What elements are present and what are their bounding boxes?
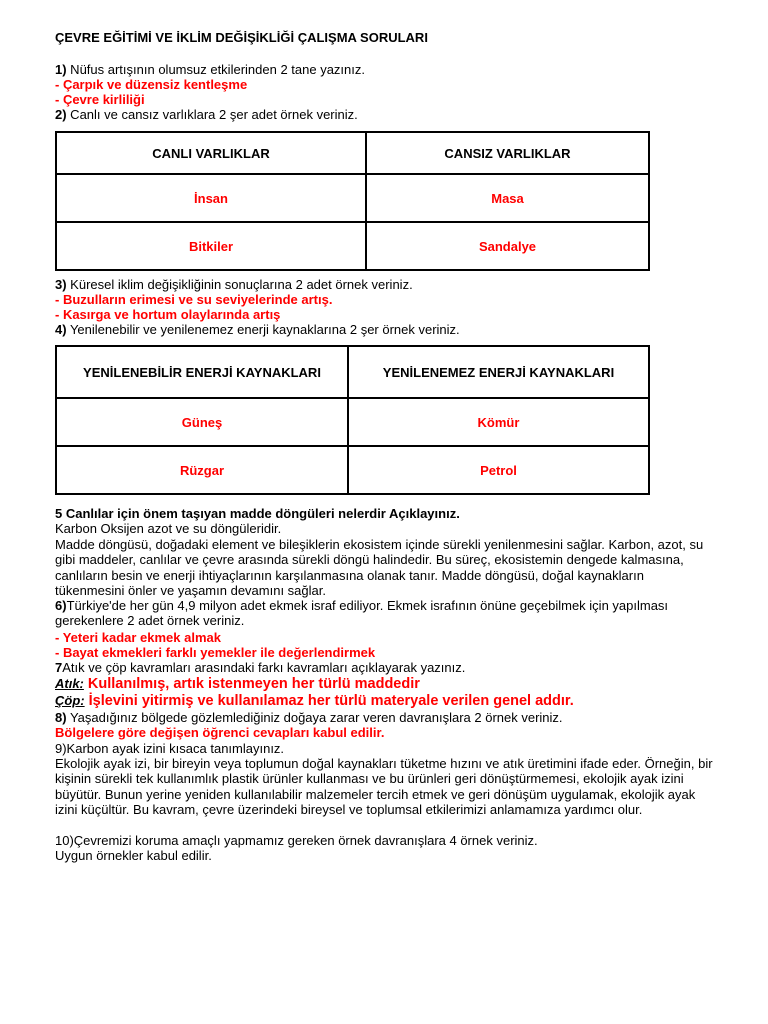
question-1 xyxy=(55,62,365,77)
table-cell: Bitkiler xyxy=(56,222,366,270)
table-header-renewable: YENİLENEBİLİR ENERJİ KAYNAKLARI xyxy=(56,346,348,398)
question-9: 9)Karbon ayak izini kısaca tanımlayınız. xyxy=(55,741,285,756)
table-cell: Petrol xyxy=(348,446,649,494)
question-5-answer-1: Karbon Oksijen azot ve su döngüleridir. xyxy=(55,521,282,536)
question-4 xyxy=(55,322,460,337)
question-7 xyxy=(55,660,465,675)
table-cell: Sandalye xyxy=(366,222,649,270)
question-5-answer-2: Madde döngüsü, doğadaki element ve bileşiklerin ekosistem içinde sürekli yenilenmesini sağlar. Karbon, azot, su gibi maddeler, canlılar ve çevre arasında sürekli döngü halindedir. Bu süreç, ekosistemin dengede kalmasına, canlıların besin ve enerji ihtiyaçlarının karşılanmasına olanak tanır. Madde döngüsü, doğal kaynakların tükenmesini önler ve yaşamın devamını sağlar. xyxy=(55,537,704,598)
question-7-atik xyxy=(55,676,420,692)
table-cell: Rüzgar xyxy=(56,446,348,494)
table-header-nonliving: CANSIZ VARLIKLAR xyxy=(366,132,649,174)
table-cell: Masa xyxy=(366,174,649,222)
cop-label: Çöp: xyxy=(55,693,85,708)
question-7-cop xyxy=(55,693,574,709)
question-6-answer-2: - Bayat ekmekleri farklı yemekler ile değerlendirmek xyxy=(55,645,376,660)
question-6-answer-1: - Yeteri kadar ekmek almak xyxy=(55,630,221,645)
atik-definition: Kullanılmış, artık istenmeyen her türlü maddedir xyxy=(83,676,420,692)
question-5: 5 Canlılar için önem taşıyan madde döngüleri nelerdir Açıklayınız. xyxy=(55,506,460,521)
question-6 xyxy=(55,598,715,629)
energy-sources-table xyxy=(55,345,650,495)
question-8 xyxy=(55,710,563,725)
question-4-text: Yenilenebilir ve yenilenemez enerji kaynaklarına 2 şer örnek veriniz. xyxy=(66,322,460,337)
question-10: 10)Çevremizi koruma amaçlı yapmamız gereken örnek davranışlara 4 örnek veriniz. xyxy=(55,833,538,848)
question-3-answer-1: - Buzulların erimesi ve su seviyelerinde artış. xyxy=(55,292,333,307)
question-10-answer: Uygun örnekler kabul edilir. xyxy=(55,848,212,863)
question-2 xyxy=(55,107,358,122)
page-title: ÇEVRE EĞİTİMİ VE İKLİM DEĞİŞİKLİĞİ ÇALIŞMA SORULARI xyxy=(55,30,428,45)
question-3-text: Küresel iklim değişikliğinin sonuçlarına 2 adet örnek veriniz. xyxy=(66,277,413,292)
question-2-text: Canlı ve cansız varlıklara 2 şer adet örnek veriniz. xyxy=(66,107,358,122)
question-7-text: Atık ve çöp kavramları arasındaki farkı kavramları açıklayarak yazınız. xyxy=(62,660,466,675)
question-8-answer: Bölgelere göre değişen öğrenci cevapları kabul edilir. xyxy=(55,725,385,740)
table-cell: Kömür xyxy=(348,398,649,446)
atik-label: Atık: xyxy=(55,676,84,691)
question-1-answer-1: - Çarpık ve düzensiz kentleşme xyxy=(55,77,248,92)
question-3-answer-2: - Kasırga ve hortum olaylarında artış xyxy=(55,307,281,322)
question-6-number: 6) xyxy=(55,598,67,613)
living-nonliving-table xyxy=(55,131,650,271)
question-9-answer: Ekolojik ayak izi, bir bireyin veya toplumun doğal kaynakları tüketme hızını ve atık üretimini ifade eder. Örneğin, bir kişinin sürekli tek kullanımlık plastik ürünler kullanması ve bu ürünleri geri dönüştürmemesi, ekolojik ayak izini büyütür. Bunun yerine yeniden kullanılabilir malzemeler tercih etmek ve geri dönüşüm uygulamak, ekolojik ayak izini küçültür. Bu kavram, çevre üzerindeki bireysel ve toplumsal etkilerimizi anlamamıza yardımcı olur. xyxy=(55,756,713,817)
table-header-living: CANLI VARLIKLAR xyxy=(56,132,366,174)
table-header-nonrenewable: YENİLENEMEZ ENERJİ KAYNAKLARI xyxy=(348,346,649,398)
question-7-number: 7 xyxy=(55,660,63,675)
question-4-number: 4) xyxy=(55,322,67,337)
question-3 xyxy=(55,277,413,292)
question-8-number: 8) xyxy=(55,710,67,725)
table-cell: İnsan xyxy=(56,174,366,222)
question-1-text: Nüfus artışının olumsuz etkilerinden 2 tane yazınız. xyxy=(66,62,365,77)
question-1-number: 1) xyxy=(55,62,67,77)
question-2-number: 2) xyxy=(55,107,67,122)
question-6-text: Türkiye'de her gün 4,9 milyon adet ekmek israf ediliyor. Ekmek israfının önüne geçebilmek için yapılması gerekenlere 2 adet örnek veriniz. xyxy=(55,598,669,629)
question-3-number: 3) xyxy=(55,277,67,292)
cop-definition: İşlevini yitirmiş ve kullanılamaz her türlü materyale verilen genel addır. xyxy=(84,693,574,709)
question-1-answer-2: - Çevre kirliliği xyxy=(55,92,145,107)
question-8-text: Yaşadığınız bölgede gözlemlediğiniz doğaya zarar veren davranışlara 2 örnek veriniz. xyxy=(66,710,563,725)
table-cell: Güneş xyxy=(56,398,348,446)
